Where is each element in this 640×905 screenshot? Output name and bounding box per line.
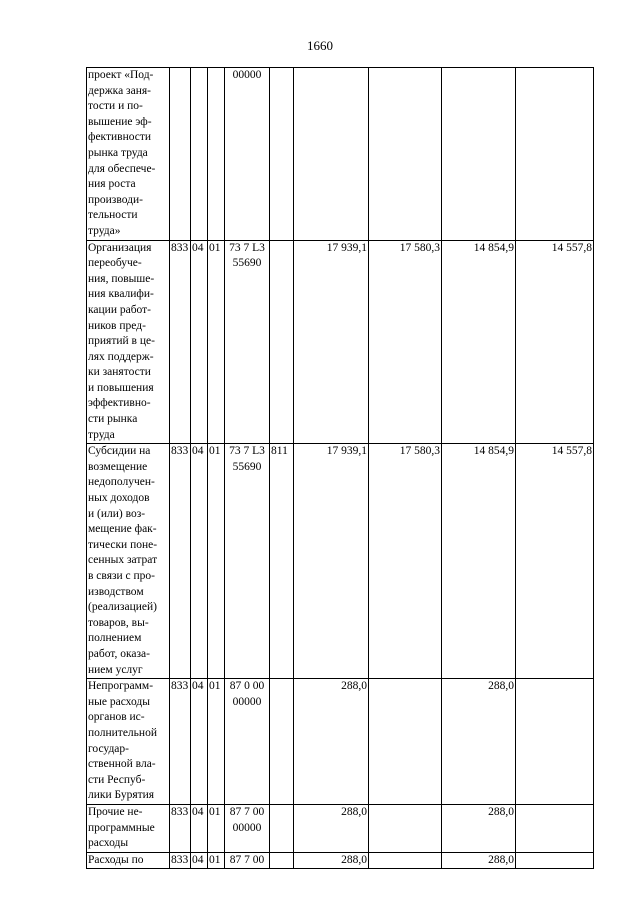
expense-type-code (270, 240, 294, 444)
amount-1: 17 939,1 (294, 240, 369, 444)
section-code: 04 (191, 679, 208, 805)
row-name-line: Организация (88, 241, 152, 254)
target-article-line: 00000 (232, 821, 262, 834)
target-article-code (225, 240, 270, 444)
row-name-line: ных доходов (88, 492, 150, 505)
row-name-line: переобуче- (88, 257, 142, 270)
row-name-line: тости и по- (88, 100, 143, 113)
amount-2 (369, 804, 442, 852)
subsection-code: 01 (208, 240, 225, 444)
target-article-code (225, 679, 270, 805)
row-name-line: работ, оказа- (88, 647, 150, 660)
target-article-line: 55690 (232, 460, 262, 473)
row-name-line: сти рынка (88, 413, 138, 426)
page-number: 1660 (307, 38, 333, 53)
amount-1 (294, 68, 369, 241)
row-name (87, 679, 170, 805)
amount-4 (516, 679, 594, 805)
amount-4 (516, 852, 594, 869)
row-name (87, 240, 170, 444)
row-name-line: кации работ- (88, 303, 152, 316)
row-name-line: возмещение (88, 460, 148, 473)
amount-1: 288,0 (294, 852, 369, 869)
expense-type-code (270, 68, 294, 241)
subsection-code: 01 (208, 679, 225, 805)
row-name-line: ников пред- (88, 319, 146, 332)
target-article-line: 73 7 L3 (229, 445, 265, 458)
amount-3: 288,0 (442, 804, 516, 852)
row-name-line: недополучен- (88, 476, 155, 489)
row-name-line: и (или) воз- (88, 507, 146, 520)
row-name-line: для обеспече- (88, 162, 156, 175)
row-name-line: и повышения (88, 381, 154, 394)
row-name-line: полнительной (88, 726, 157, 739)
row-name-line: сенных затрат (88, 554, 158, 567)
row-name-line: эффективно- (88, 397, 151, 410)
row-name-line: Прочие не- (88, 805, 143, 818)
row-name-line: тически поне- (88, 538, 158, 551)
row-name-line: государ- (88, 742, 129, 755)
expense-type-code (270, 852, 294, 869)
row-name-line: ния, повыше- (88, 272, 155, 285)
amount-4 (516, 68, 594, 241)
row-name-line: (реализацией) (88, 601, 157, 614)
row-name-line: органов ис- (88, 711, 145, 724)
section-code (191, 68, 208, 241)
row-name-line: фективности (88, 131, 152, 144)
amount-2 (369, 679, 442, 805)
target-article-line: 87 7 00 (229, 805, 265, 818)
row-name-line: ки занятости (88, 366, 151, 379)
row-name-line: расходы (88, 837, 129, 850)
row-name-line: лики Бурятия (88, 789, 155, 802)
section-code: 04 (191, 852, 208, 869)
section-code: 04 (191, 804, 208, 852)
table-row (87, 240, 594, 444)
target-article-line: 87 7 00 (229, 853, 265, 866)
expense-type-code: 811 (270, 444, 294, 679)
row-name-line: ния роста (88, 178, 136, 191)
amount-3 (442, 68, 516, 241)
amount-2 (369, 852, 442, 869)
table-row (87, 804, 594, 852)
row-name-line: ные расходы (88, 695, 150, 708)
row-name-line: лях поддерж- (88, 350, 154, 363)
row-name-line: труда (88, 428, 115, 441)
amount-2: 17 580,3 (369, 444, 442, 679)
expense-type-code (270, 679, 294, 805)
row-name-line: ственной вла- (88, 758, 156, 771)
amount-1: 288,0 (294, 679, 369, 805)
row-name-line: в связи с про- (88, 570, 156, 582)
row-name-line: сти Респуб- (88, 773, 146, 786)
row-name-line: проект «Под- (88, 69, 154, 81)
ministry-code (170, 68, 191, 241)
row-name-line: держка заня- (88, 84, 151, 97)
row-name-line: Расходы по (88, 853, 144, 866)
amount-2: 17 580,3 (369, 240, 442, 444)
row-name-line: вышение эф- (88, 115, 152, 128)
amount-1: 288,0 (294, 804, 369, 852)
target-article-line: 73 7 L3 (229, 241, 265, 254)
target-article-line: 00000 (232, 69, 262, 81)
row-name-line: полнением (88, 632, 142, 645)
row-name-line: рынка труда (88, 146, 148, 159)
table-row (87, 68, 594, 241)
row-name (87, 852, 170, 869)
row-name-line: программные (88, 821, 155, 834)
row-name (87, 804, 170, 852)
row-name-line: мещение фак- (88, 523, 157, 536)
target-article-line: 55690 (232, 257, 262, 270)
ministry-code: 833 (170, 804, 191, 852)
target-article-code (225, 68, 270, 241)
ministry-code: 833 (170, 679, 191, 805)
ministry-code: 833 (170, 852, 191, 869)
amount-3: 14 854,9 (442, 444, 516, 679)
row-name-line: изводством (88, 585, 144, 598)
amount-2 (369, 68, 442, 241)
subsection-code: 01 (208, 804, 225, 852)
row-name (87, 68, 170, 241)
table-row (87, 444, 594, 679)
row-name-line: ния квалифи- (88, 288, 154, 301)
amount-3: 14 854,9 (442, 240, 516, 444)
row-name-line: приятий в це- (88, 335, 155, 348)
table-row (87, 852, 594, 869)
amount-4 (516, 804, 594, 852)
table-row (87, 679, 594, 805)
row-name-line: Непрограмм- (88, 680, 154, 693)
amount-4: 14 557,8 (516, 240, 594, 444)
target-article-code (225, 852, 270, 869)
section-code: 04 (191, 240, 208, 444)
subsection-code: 01 (208, 852, 225, 869)
amount-4: 14 557,8 (516, 444, 594, 679)
amount-1: 17 939,1 (294, 444, 369, 679)
row-name-line: Субсидии на (88, 445, 151, 458)
target-article-code (225, 804, 270, 852)
subsection-code (208, 68, 225, 241)
target-article-line: 87 0 00 (229, 680, 265, 693)
row-name-line: нием услуг (88, 663, 143, 676)
amount-3: 288,0 (442, 852, 516, 869)
subsection-code: 01 (208, 444, 225, 679)
row-name-line: товаров, вы- (88, 616, 149, 629)
budget-table (86, 67, 594, 869)
target-article-line: 00000 (232, 695, 262, 708)
row-name (87, 444, 170, 679)
ministry-code: 833 (170, 240, 191, 444)
table-body (87, 68, 594, 869)
ministry-code: 833 (170, 444, 191, 679)
expense-type-code (270, 804, 294, 852)
section-code: 04 (191, 444, 208, 679)
row-name-line: труда» (88, 224, 121, 237)
row-name-line: производи- (88, 193, 143, 206)
row-name-line: тельности (88, 209, 138, 222)
amount-3: 288,0 (442, 679, 516, 805)
target-article-code (225, 444, 270, 679)
